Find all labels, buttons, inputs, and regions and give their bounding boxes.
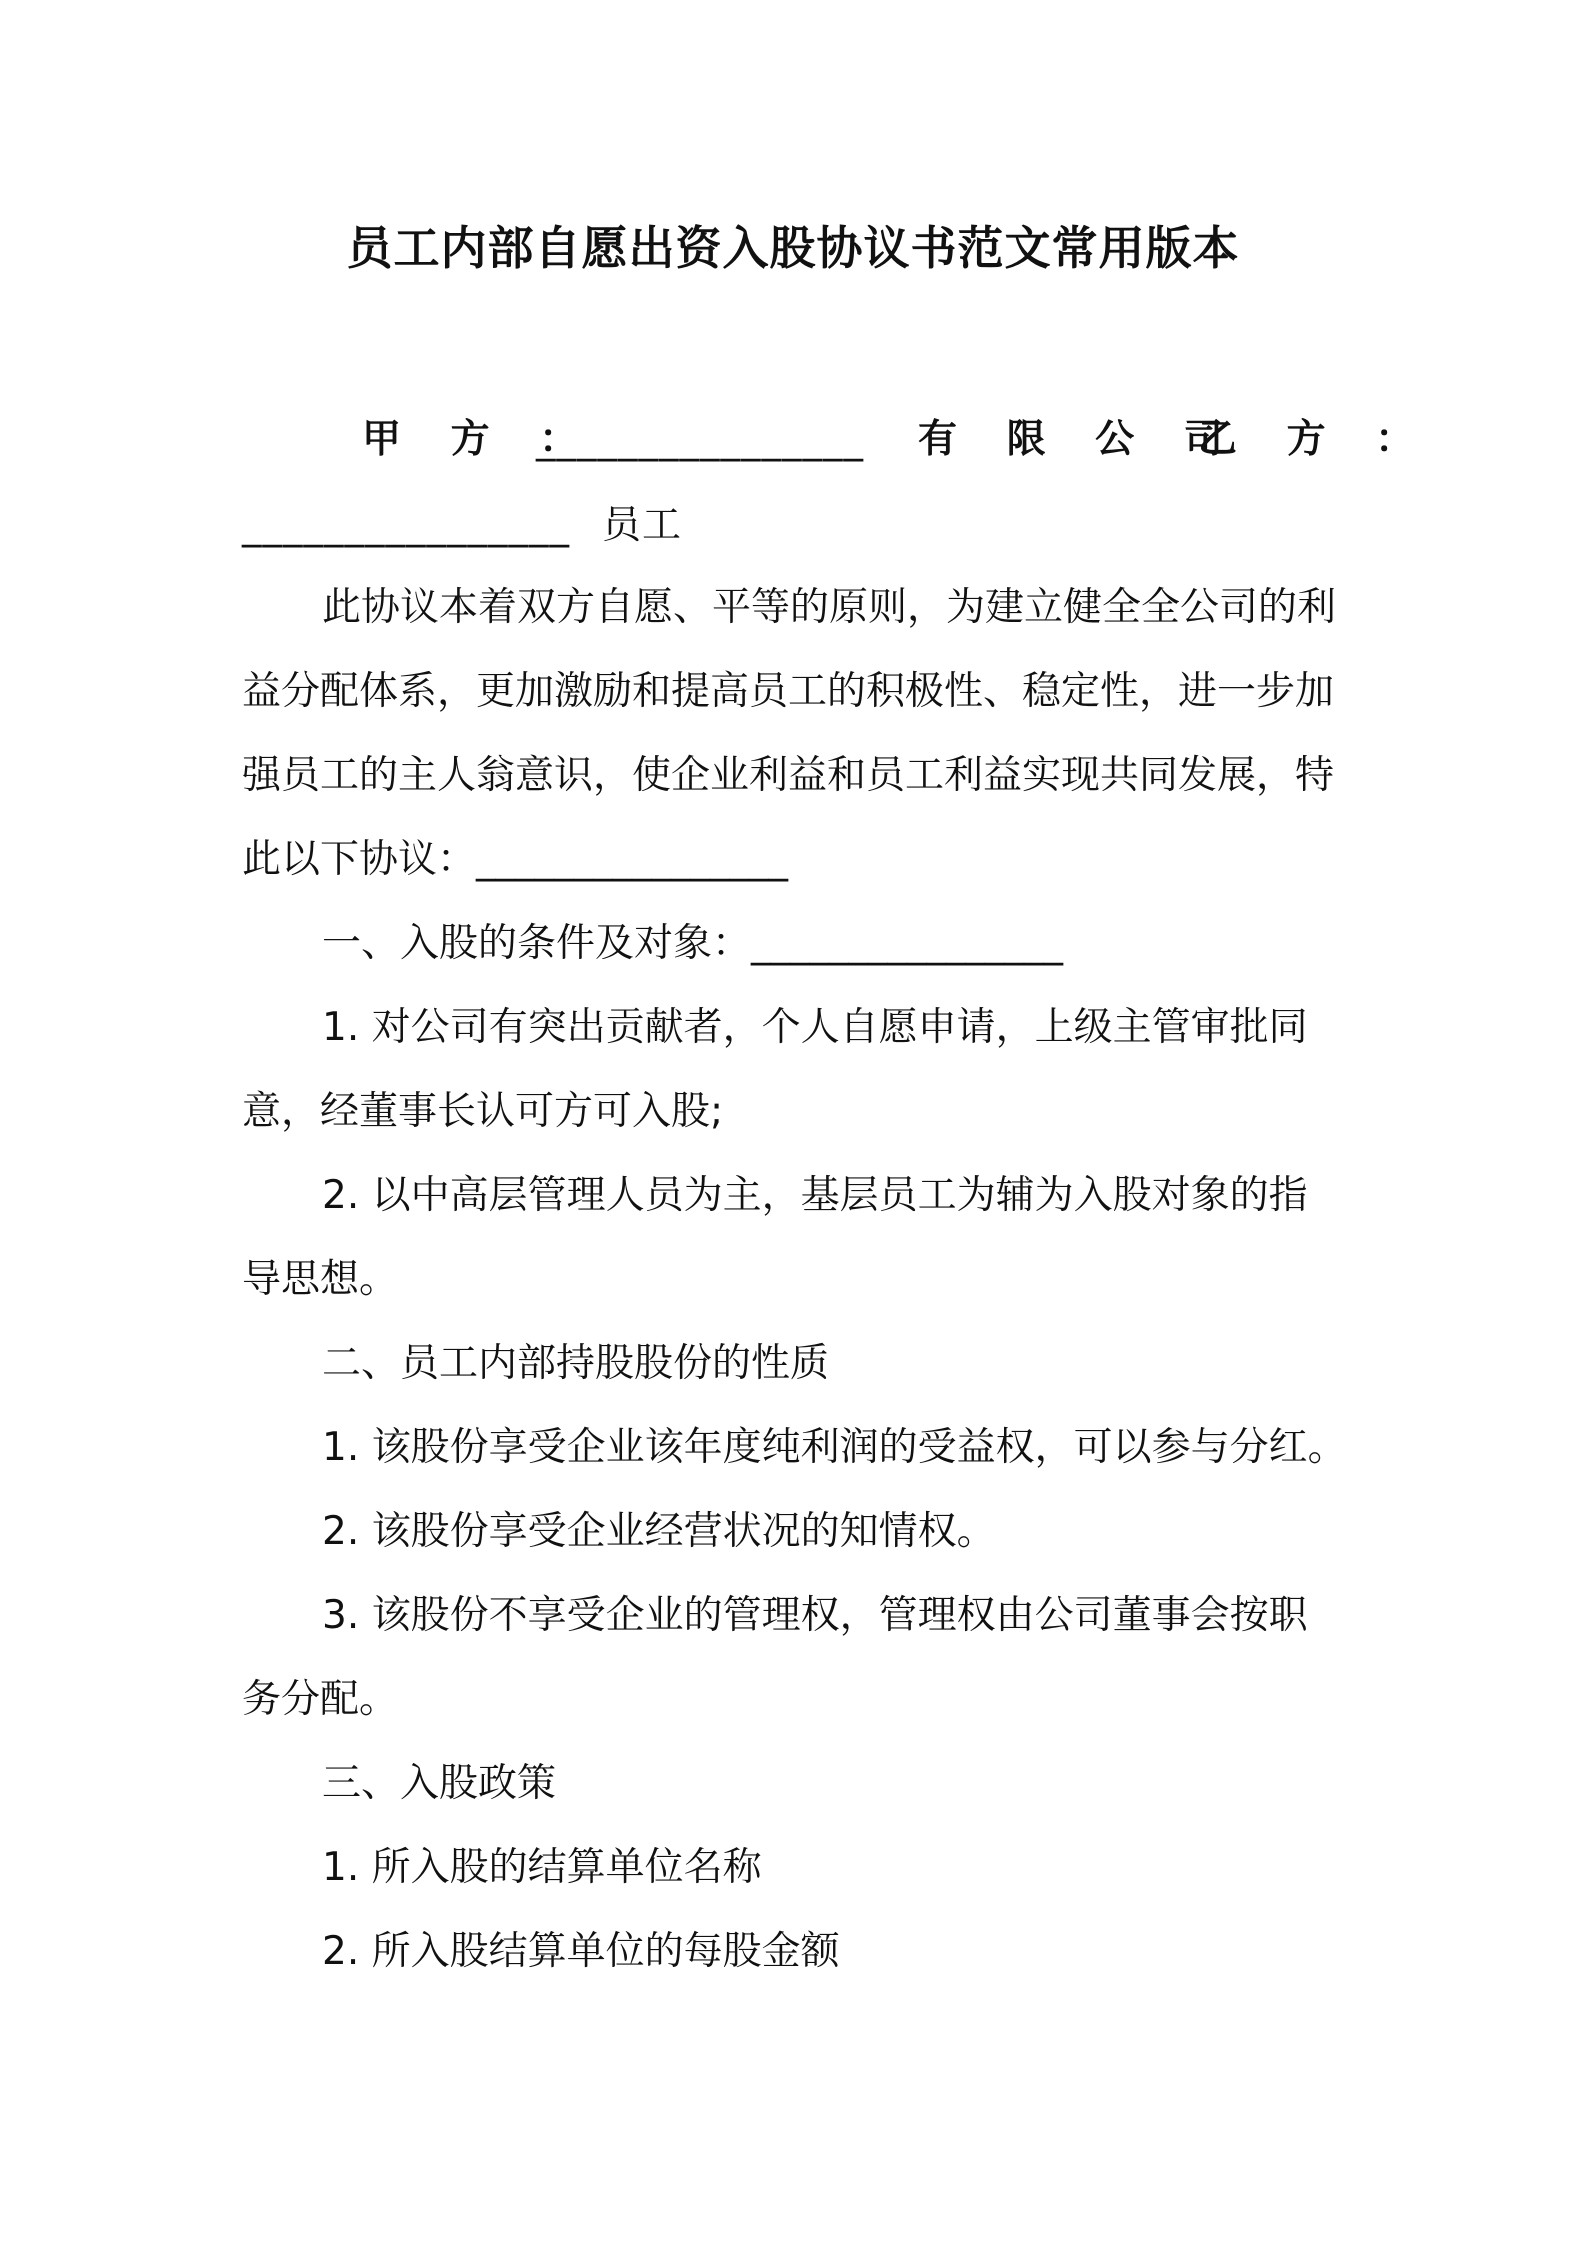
section3-item1: 1. 所入股的结算单位名称 xyxy=(322,1845,762,1890)
intro-line-1: 此协议本着双方自愿、平等的原则，为建立健全全公司的利 xyxy=(322,585,1337,630)
party-a-suffix: 有 限 公 司 xyxy=(918,417,1241,462)
party-b-blank: ________________ xyxy=(242,503,570,548)
party-b-label: 乙 方 ： xyxy=(1198,417,1433,462)
intro-line-3: 强员工的主人翁意识，使企业利益和员工利益实现共同发展，特 xyxy=(242,753,1335,798)
section2-item2: 2. 该股份享受企业经营状况的知情权。 xyxy=(322,1509,996,1554)
document-title: 员工内部自愿出资入股协议书范文常用版本 xyxy=(346,221,1240,275)
party-a-blank: ________________ xyxy=(536,417,864,462)
section1-item1-line2: 意，经董事长认可方可入股; xyxy=(242,1089,724,1134)
section3-heading: 三、入股政策 xyxy=(322,1761,557,1806)
section2-item3-line1: 3. 该股份不享受企业的管理权，管理权由公司董事会按职 xyxy=(322,1593,1308,1638)
section2-heading: 二、员工内部持股股份的性质 xyxy=(322,1341,830,1386)
section1-item2-line2: 导思想。 xyxy=(242,1257,399,1302)
party-a-label: 甲 方 ： xyxy=(362,417,597,462)
section2-item1: 1. 该股份享受企业该年度纯利润的受益权，可以参与分红。 xyxy=(322,1425,1347,1470)
section3-item2: 2. 所入股结算单位的每股金额 xyxy=(322,1929,840,1974)
intro-line-2: 益分配体系，更加激励和提高员工的积极性、稳定性，进一步加 xyxy=(242,669,1335,714)
party-b-suffix: 员工 xyxy=(602,503,683,548)
intro-line-4: 此以下协议：________________ xyxy=(242,837,789,882)
section2-item3-line2: 务分配。 xyxy=(242,1677,399,1722)
section1-item2-line1: 2. 以中高层管理人员为主，基层员工为辅为入股对象的指 xyxy=(322,1173,1308,1218)
section1-heading: 一、入股的条件及对象：________________ xyxy=(322,921,1064,966)
section1-item1-line1: 1. 对公司有突出贡献者，个人自愿申请，上级主管审批同 xyxy=(322,1005,1308,1050)
